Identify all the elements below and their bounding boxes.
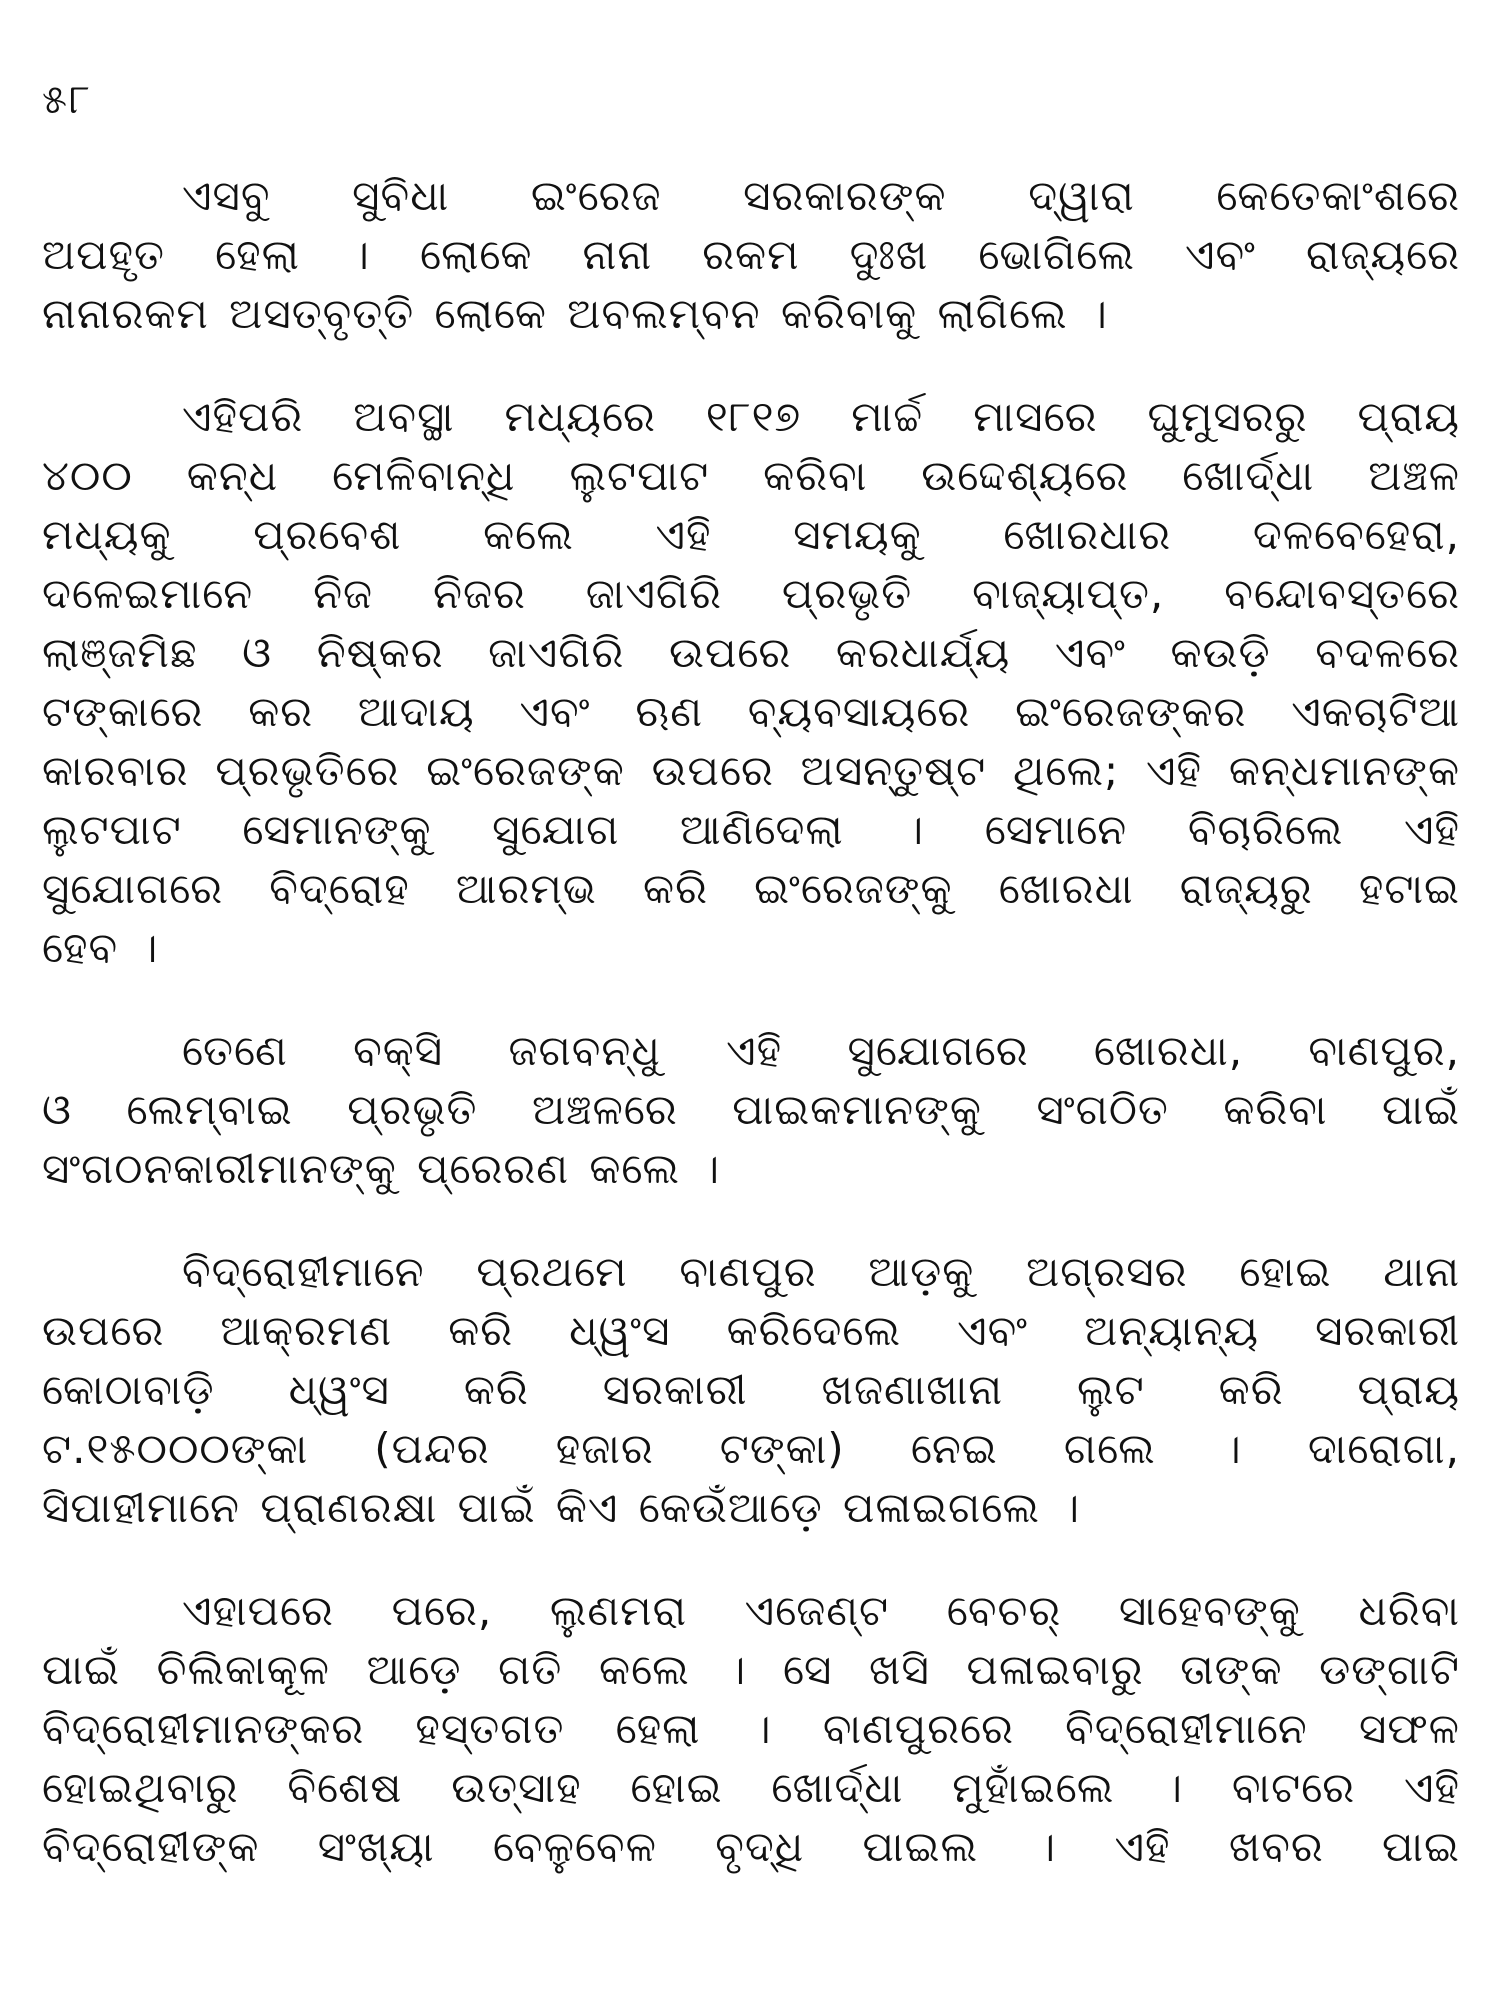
text-line: ୪୦୦ କନ୍ଧ ମେଳିବାନ୍ଧି ଲୁଟପାଟ କରିବା ଉଦ୍ଦେଶ୍ୟରେ ଖୋର୍ଦ୍ଧା ଅଞ୍ଚଳ [42,451,1460,500]
text-line: ହୋଇଥିବାରୁ ବିଶେଷ ଉତ୍ସାହ ହୋଇ ଖୋର୍ଦ୍ଧା ମୁହାଁଇଲେ । ବାଟରେ ଏହି [42,1763,1460,1812]
text-line: ଦଳେଇମାନେ ନିଜ ନିଜର ଜାଏଗିରି ପ୍ରଭୃତି ବାଜ୍ୟାପ୍ତ, ବନ୍ଦୋବସ୍ତରେ [42,569,1460,618]
paragraph-2 [42,387,1460,977]
text-line: ଉପରେ ଆକ୍ରମଣ କରି ଧ୍ୱଂସ କରିଦେଲେ ଏବଂ ଅନ୍ୟାନ୍ୟ ସରକାରୀ [42,1306,1460,1355]
text-line: କୋଠାବାଡ଼ି ଧ୍ୱଂସ କରି ସରକାରୀ ଖଜଣାଖାନା ଲୁଟ କରି ପ୍ରାୟ [42,1365,1460,1414]
text-line: ଟ.୧୫୦୦୦ଙ୍କା (ପନ୍ଦର ହଜାର ଟଙ୍କା) ନେଇ ଗଲେ । ଦାରୋଗା, [42,1424,1460,1473]
text-line: ସିପାହୀମାନେ ପ୍ରାଣରକ୍ଷା ପାଇଁ କିଏ କେଉଁଆଡ଼େ ପଳାଇଗଲେ । [42,1483,1081,1532]
paragraph-3 [42,1021,1460,1198]
paragraph-1 [42,166,1460,343]
text-line: ବିଦ୍ରୋହୀଙ୍କ ସଂଖ୍ୟା ବେଳୁବେଳ ବୃଦ୍ଧି ପାଇଲ । ଏହି ଖବର ପାଇ [42,1822,1460,1871]
text-line: ଅପହୃତ ହେଲା । ଲୋକେ ନାନା ରକମ ଦୁଃଖ ଭୋଗିଲେ ଏବଂ ରାଜ୍ୟରେ [42,230,1460,279]
text-line: ଏହାପରେ ପରେ, ଲୁଣମରା ଏଜେଣ୍ଟ ବେଚର୍ ସାହେବଙ୍କୁ ଧରିବା [182,1586,1460,1635]
text-line: ମଧ୍ୟକୁ ପ୍ରବେଶ କଲେ ଏହି ସମୟକୁ ଖୋରଧାର ଦଳବେହେରା, [42,510,1460,559]
text-line: ବିଦ୍ରୋହୀମାନଙ୍କର ହସ୍ତଗତ ହେଲା । ବାଣପୁରରେ ବିଦ୍ରୋହୀମାନେ ସଫଳ [42,1704,1460,1753]
text-line: ତେଣେ ବକ୍‌ସି ଜଗବନ୍ଧୁ ଏହି ସୁଯୋଗରେ ଖୋରଧା, ବାଣପୁର, [182,1026,1460,1075]
text-line: ନାନାରକମ ଅସତ୍‌ବୃତ୍ତି ଲୋକେ ଅବଲମ୍ବନ କରିବାକୁ ଲାଗିଲେ । [42,289,1108,338]
text-line: କାରବାର ପ୍ରଭୃତିରେ ଇଂରେଜଙ୍କ ଉପରେ ଅସନ୍ତୁଷ୍ଟ ଥିଲେ; ଏହି କନ୍ଧମାନଙ୍କ [42,746,1460,795]
text-line: ଲାଞ୍ଜମିଛ ଓ ନିଷ୍କର ଜାଏଗିରି ଉପରେ କରଧାର୍ଯ୍ୟ ଏବଂ କଉଡ଼ି ବଦଳରେ [42,628,1460,677]
text-line: ହେବ । [42,923,159,972]
text-line: ସଂଗଠନକାରୀମାନଙ୍କୁ ପ୍ରେରଣ କଲେ । [42,1144,721,1193]
text-line: ପାଇଁ ଚିଲିକାକୂଳ ଆଡ଼େ ଗତି କଲେ । ସେ ଖସି ପଳାଇବାରୁ ତାଙ୍କ ଡଙ୍ଗାଟି [42,1645,1461,1694]
paragraph-4 [42,1242,1460,1537]
text-line: ଏସବୁ ସୁବିଧା ଇଂରେଜ ସରକାରଙ୍କ ଦ୍ୱାରା କେତେକାଂଶରେ [182,171,1460,220]
text-line: ବିଦ୍ରୋହୀମାନେ ପ୍ରଥମେ ବାଣପୁର ଆଡ଼କୁ ଅଗ୍ରସର ହୋଇ ଥାନା [182,1247,1460,1296]
text-line: ଲୁଟପାଟ ସେମାନଙ୍କୁ ସୁଯୋଗ ଆଣିଦେଲା । ସେମାନେ ବିଚାରିଲେ ଏହି [42,805,1460,854]
page-number: ୫୮ [42,77,92,123]
paragraph-5 [42,1581,1460,1876]
text-line: ଓ ଲେମ୍ବାଇ ପ୍ରଭୃତି ଅଞ୍ଚଳରେ ପାଇକମାନଙ୍କୁ ସଂଗଠିତ କରିବା ପାଇଁ [42,1085,1460,1134]
text-line: ଟଙ୍କାରେ କର ଆଦାୟ ଏବଂ ଋଣ ବ୍ୟବସାୟରେ ଇଂରେଜଙ୍କର ଏକଚାଟିଆ [42,687,1460,736]
text-line: ଏହିପରି ଅବସ୍ଥା ମଧ୍ୟରେ ୧୮୧୭ ମାର୍ଚ୍ଚ ମାସରେ ଘୁମୁସରରୁ ପ୍ରାୟ [182,392,1460,441]
text-line: ସୁଯୋଗରେ ବିଦ୍ରୋହ ଆରମ୍ଭ କରି ଇଂରେଜଙ୍କୁ ଖୋରଧା ରାଜ୍ୟରୁ ହଟାଇ [42,864,1460,913]
